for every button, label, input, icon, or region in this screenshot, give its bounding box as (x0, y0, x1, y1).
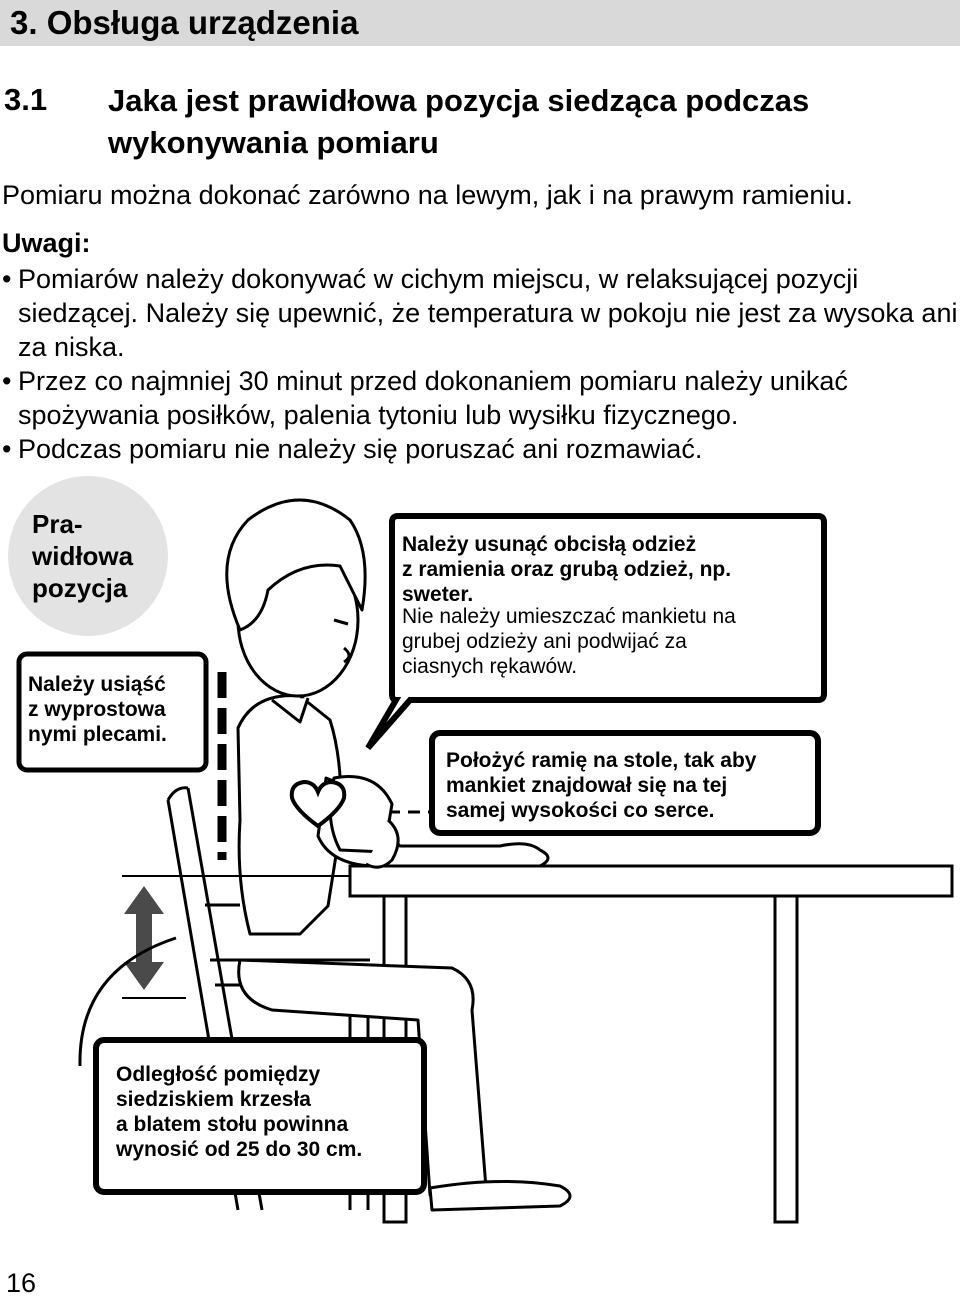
double-arrow-icon (124, 886, 164, 990)
callout-clothing-note (402, 604, 736, 679)
section-title: 3. Obsługa urządzenia (10, 4, 359, 41)
subsection-title: Jaka jest prawidłowa pozycja siedząca podczas wykonywania pomiaru (108, 83, 810, 160)
text-line: Nie należy umieszczać mankietu na (402, 605, 736, 628)
text-line: Należy usiąść (28, 673, 166, 696)
text-line: samej wysokości co serce. (446, 799, 715, 822)
text-line: z ramienia oraz grubą odzież, np. (402, 558, 732, 581)
correct-position-label (32, 508, 133, 604)
bullet-marker: • (2, 264, 12, 294)
bullet-marker: • (2, 434, 12, 464)
subsection-number: 3.1 (4, 82, 48, 117)
callout-arm-text (446, 748, 756, 823)
text-line: grubej odzieży ani podwijać za (402, 630, 687, 653)
text-line: mankiet znajdował się na tej (446, 774, 728, 797)
label-line: pozycja (32, 573, 128, 603)
text-line: ciasnych rękawów. (402, 655, 578, 678)
bullet-marker: • (2, 366, 12, 396)
label-line: Pra- (32, 509, 83, 539)
text-line: Położyć ramię na stole, tak aby (446, 749, 757, 772)
intro-paragraph: Pomiaru można dokonać zarówno na lewym, jak i na prawym ramieniu. (2, 180, 853, 210)
notes-heading: Uwagi: (2, 228, 91, 258)
text-line: nymi plecami. (28, 723, 167, 746)
text-line: z wyprostowa (28, 698, 166, 721)
note-item (2, 364, 958, 432)
callout-back-text (28, 672, 167, 747)
callout-distance-text (116, 1062, 362, 1162)
note-item (2, 262, 958, 364)
text-line: siedziskiem krzesła (116, 1088, 311, 1111)
text-line: Należy usunąć obcisłą odzież (402, 533, 697, 556)
section-header-bar (0, 0, 960, 46)
callout-clothing-text (402, 532, 731, 607)
note-text: Podczas pomiaru nie należy się poruszać ani rozmawiać. (18, 434, 703, 464)
text-line: sweter. (402, 583, 474, 606)
note-text: Pomiarów należy dokonywać w cichym miejscu, w relaksującej pozycji siedzącej. Należy się upewnić, że temperatura w pokoju nie jest za wysoka ani za niska. (18, 264, 958, 362)
text-line: a blatem stołu powinna (116, 1113, 349, 1136)
note-item (2, 432, 958, 466)
text-line: Odległość pomiędzy (116, 1063, 321, 1086)
note-text: Przez co najmniej 30 minut przed dokonaniem pomiaru należy unikać spożywania posiłków, palenia tytoniu lub wysiłku fizycznego. (18, 366, 848, 430)
text-line: wynosić od 25 do 30 cm. (116, 1138, 363, 1161)
label-line: widłowa (32, 541, 134, 571)
page-number: 16 (6, 1268, 37, 1298)
